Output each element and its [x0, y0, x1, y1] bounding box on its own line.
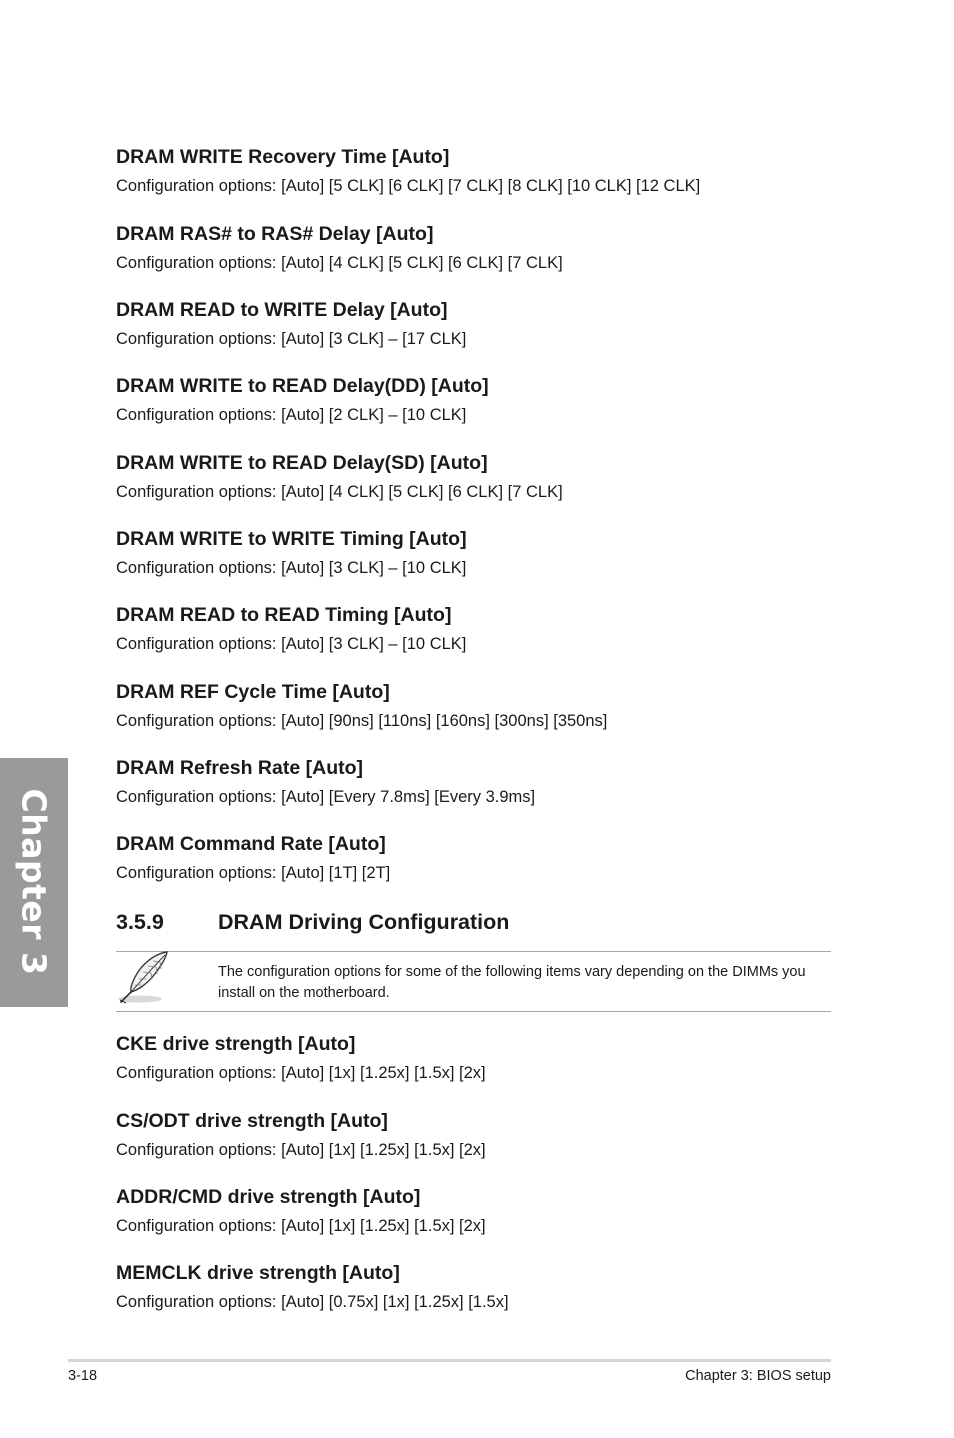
- bios-item: [116, 145, 832, 196]
- bios-item: [116, 451, 832, 502]
- item-title: ADDR/CMD drive strength [Auto]: [116, 1186, 421, 1208]
- item-title: DRAM WRITE to WRITE Timing [Auto]: [116, 528, 467, 550]
- item-title: DRAM RAS# to RAS# Delay [Auto]: [116, 223, 434, 245]
- bios-item: [116, 680, 832, 731]
- bios-item: [116, 1261, 832, 1312]
- item-options: Configuration options: [Auto] [Every 7.8ms] [Every 3.9ms]: [116, 788, 536, 806]
- item-options: Configuration options: [Auto] [3 CLK] – [10 CLK]: [116, 635, 467, 653]
- item-options: Configuration options: [Auto] [90ns] [110ns] [160ns] [300ns] [350ns]: [116, 712, 608, 730]
- bios-item: [116, 1109, 832, 1160]
- bios-item: [116, 298, 832, 349]
- item-options: Configuration options: [Auto] [1T] [2T]: [116, 864, 391, 882]
- note-top-rule: [116, 951, 831, 952]
- note-text: The configuration options for some of the following items vary depending on the DIMMs you install on the motherboard.: [218, 964, 806, 1001]
- item-title: DRAM WRITE Recovery Time [Auto]: [116, 146, 450, 168]
- item-options: Configuration options: [Auto] [3 CLK] – [10 CLK]: [116, 559, 467, 577]
- item-options: Configuration options: [Auto] [5 CLK] [6 CLK] [7 CLK] [8 CLK] [10 CLK] [12 CLK]: [116, 177, 701, 195]
- bios-item: [116, 832, 832, 883]
- item-title: CKE drive strength [Auto]: [116, 1033, 356, 1055]
- item-title: CS/ODT drive strength [Auto]: [116, 1110, 388, 1132]
- quill-pen-icon: [116, 950, 172, 1006]
- section-heading: [116, 908, 832, 936]
- item-options: Configuration options: [Auto] [3 CLK] – [17 CLK]: [116, 330, 467, 348]
- item-options: Configuration options: [Auto] [4 CLK] [5 CLK] [6 CLK] [7 CLK]: [116, 254, 563, 272]
- note-bottom-rule: [116, 1011, 831, 1012]
- bios-item: [116, 527, 832, 578]
- bios-item: [116, 756, 832, 807]
- item-title: DRAM Refresh Rate [Auto]: [116, 757, 364, 779]
- item-options: Configuration options: [Auto] [2 CLK] – [10 CLK]: [116, 406, 467, 424]
- item-title: DRAM Command Rate [Auto]: [116, 833, 386, 855]
- bios-item: [116, 603, 832, 654]
- chapter-side-tab-label: Chapter 3: [14, 788, 54, 976]
- section-title: DRAM Driving Configuration: [218, 910, 510, 934]
- item-title: DRAM WRITE to READ Delay(SD) [Auto]: [116, 452, 488, 474]
- bios-item: [116, 374, 832, 425]
- bios-item: [116, 1032, 832, 1083]
- item-options: Configuration options: [Auto] [0.75x] [1x] [1.25x] [1.5x]: [116, 1293, 509, 1311]
- item-options: Configuration options: [Auto] [4 CLK] [5 CLK] [6 CLK] [7 CLK]: [116, 483, 563, 501]
- chapter-side-tab: [0, 758, 68, 1007]
- item-options: Configuration options: [Auto] [1x] [1.25x] [1.5x] [2x]: [116, 1141, 486, 1159]
- item-title: DRAM REF Cycle Time [Auto]: [116, 681, 390, 703]
- item-title: DRAM WRITE to READ Delay(DD) [Auto]: [116, 375, 489, 397]
- bios-item: [116, 1185, 832, 1236]
- bios-item: [116, 222, 832, 273]
- item-title: MEMCLK drive strength [Auto]: [116, 1262, 400, 1284]
- item-title: DRAM READ to READ Timing [Auto]: [116, 604, 452, 626]
- footer-rule: [68, 1359, 831, 1362]
- item-options: Configuration options: [Auto] [1x] [1.25x] [1.5x] [2x]: [116, 1217, 486, 1235]
- item-options: Configuration options: [Auto] [1x] [1.25x] [1.5x] [2x]: [116, 1064, 486, 1082]
- footer-chapter-label: Chapter 3: BIOS setup: [685, 1368, 831, 1384]
- item-title: DRAM READ to WRITE Delay [Auto]: [116, 299, 448, 321]
- section-number: 3.5.9: [116, 910, 164, 934]
- footer-page-number: 3-18: [68, 1368, 98, 1384]
